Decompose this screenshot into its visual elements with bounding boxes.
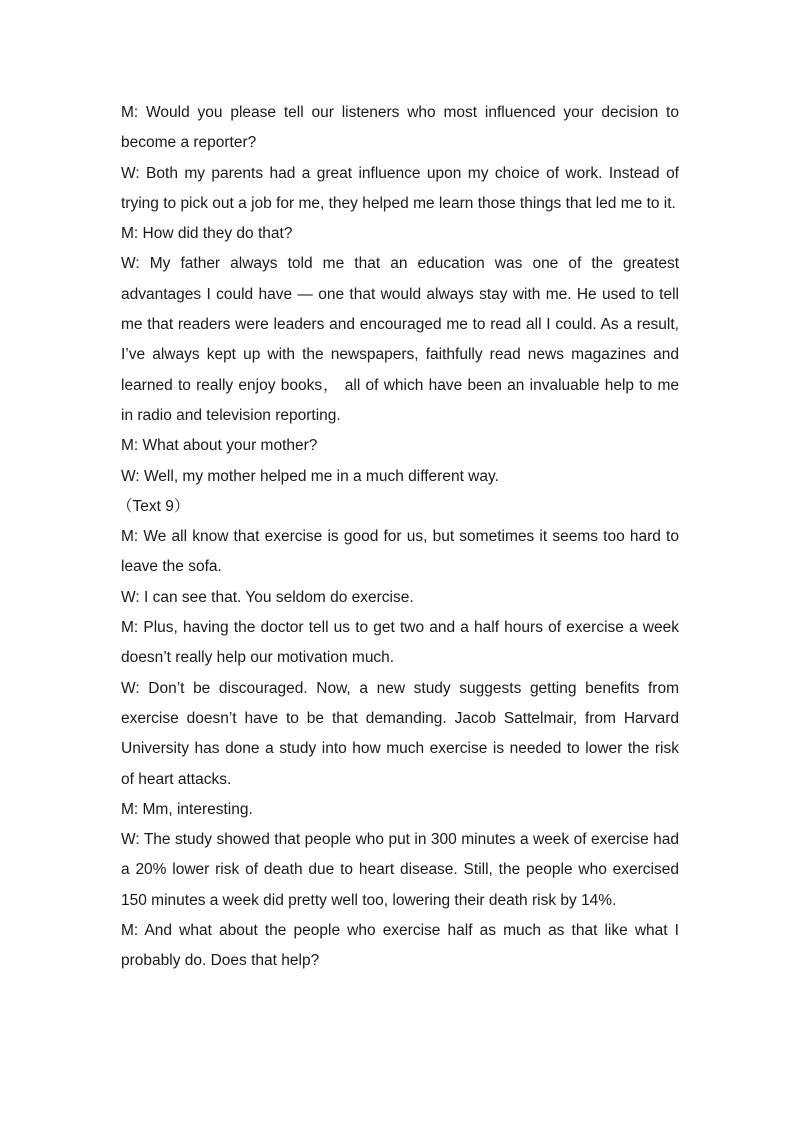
dialogue-line: M: Mm, interesting. <box>121 800 253 818</box>
dialogue-line: M: Would you please tell our listeners who most influenced your decision to become a reporter? <box>121 104 679 152</box>
dialogue-line: M: We all know that exercise is good for us, but sometimes it seems too hard to leave the sofa. <box>121 528 679 576</box>
dialogue-line: W: Well, my mother helped me in a much different way. <box>121 467 499 485</box>
dialogue-line: M: How did they do that? <box>121 225 293 243</box>
document-page <box>117 98 679 977</box>
dialogue-line: W: The study showed that people who put in 300 minutes a week of exercise had a 20% lower risk of death due to heart disease. Still, the people who exercised 150 minutes a week did pretty well too, lowering their death risk by 14%. <box>121 831 679 909</box>
dialogue-line: W: My father always told me that an education was one of the greatest advantages I could have — one that would always stay with me. He used to tell me that readers were leaders and encouraged me to read all I could. As a result, I’ve always kept up with the newspapers, faithfully read news magazines and learned to really enjoy books， all of which have been an invaluable help to me in radio and television reporting. <box>121 255 679 424</box>
dialogue-line: M: Plus, having the doctor tell us to get two and a half hours of exercise a week doesn’t really help our motivation much. <box>121 619 679 667</box>
dialogue-line: M: What about your mother? <box>121 437 318 455</box>
dialogue-line: W: Don’t be discouraged. Now, a new study suggests getting benefits from exercise doesn’t have to be that demanding. Jacob Sattelmair, from Harvard University has done a study into how much exercise is needed to lower the risk of heart attacks. <box>121 679 679 788</box>
dialogue-line: W: Both my parents had a great influence upon my choice of work. Instead of trying to pick out a job for me, they helped me learn those things that led me to it. <box>121 164 679 212</box>
section-heading: （Text 9） <box>117 497 190 515</box>
dialogue-line: M: And what about the people who exercise half as much as that like what I probably do. Does that help? <box>121 922 679 970</box>
dialogue-line: W: I can see that. You seldom do exercise. <box>121 588 414 606</box>
